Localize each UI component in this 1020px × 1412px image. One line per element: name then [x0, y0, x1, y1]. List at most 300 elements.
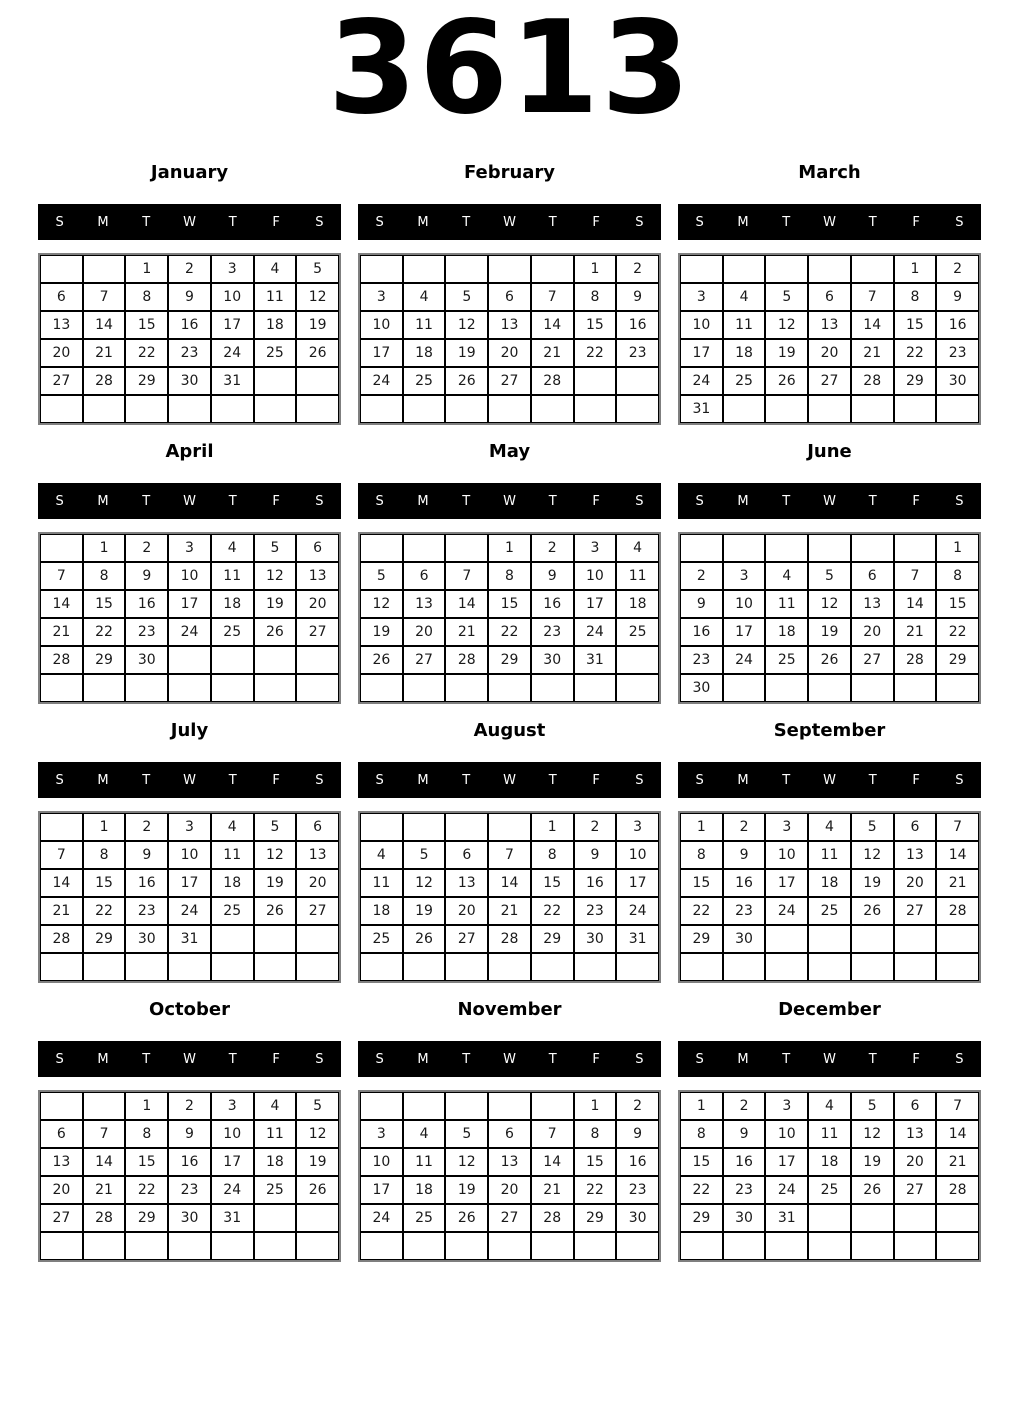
empty-cell	[616, 674, 659, 702]
day-cell: 21	[936, 1148, 979, 1176]
weekday-label: W	[183, 1051, 196, 1067]
day-cell: 13	[894, 841, 937, 869]
month-title: September	[773, 720, 886, 741]
day-cell: 17	[765, 869, 808, 897]
month-april	[38, 440, 341, 704]
day-cell: 13	[40, 311, 83, 339]
day-cell: 2	[723, 1092, 766, 1120]
day-cell: 26	[360, 646, 403, 674]
empty-cell	[808, 1232, 851, 1260]
empty-cell	[403, 1092, 446, 1120]
day-cell: 7	[894, 562, 937, 590]
day-cell: 16	[723, 869, 766, 897]
day-cell: 2	[125, 534, 168, 562]
day-cell: 25	[808, 1176, 851, 1204]
day-cell: 16	[680, 618, 723, 646]
day-cell: 25	[211, 618, 254, 646]
empty-cell	[936, 674, 979, 702]
empty-cell	[403, 813, 446, 841]
empty-cell	[403, 1232, 446, 1260]
empty-cell	[445, 1232, 488, 1260]
empty-cell	[83, 1232, 126, 1260]
day-cell: 22	[83, 618, 126, 646]
weekday-label: S	[695, 493, 704, 509]
day-cell: 5	[254, 813, 297, 841]
weekday-header-bar	[678, 483, 981, 519]
day-grid	[38, 811, 341, 983]
empty-cell	[723, 534, 766, 562]
day-cell: 20	[894, 1148, 937, 1176]
day-cell: 17	[360, 339, 403, 367]
day-cell: 12	[360, 590, 403, 618]
empty-cell	[360, 674, 403, 702]
day-cell: 2	[125, 813, 168, 841]
day-cell: 7	[83, 283, 126, 311]
day-cell: 20	[488, 1176, 531, 1204]
day-cell: 22	[488, 618, 531, 646]
day-cell: 11	[254, 283, 297, 311]
empty-cell	[808, 534, 851, 562]
weekday-label: T	[782, 1051, 791, 1067]
day-cell: 21	[531, 339, 574, 367]
empty-cell	[168, 395, 211, 423]
day-cell: 19	[296, 311, 339, 339]
day-cell: 21	[40, 618, 83, 646]
weekday-label: M	[417, 493, 429, 509]
day-cell: 10	[680, 311, 723, 339]
day-cell: 19	[403, 897, 446, 925]
day-cell: 18	[403, 339, 446, 367]
weekday-label: T	[228, 1051, 237, 1067]
day-cell: 5	[296, 1092, 339, 1120]
empty-cell	[296, 1232, 339, 1260]
day-cell: 9	[168, 283, 211, 311]
empty-cell	[445, 395, 488, 423]
day-cell: 4	[765, 562, 808, 590]
day-cell: 15	[574, 311, 617, 339]
day-cell: 18	[254, 311, 297, 339]
day-cell: 9	[616, 1120, 659, 1148]
day-cell: 20	[808, 339, 851, 367]
day-cell: 12	[445, 1148, 488, 1176]
empty-cell	[296, 646, 339, 674]
day-cell: 15	[574, 1148, 617, 1176]
weekday-header-bar	[38, 483, 341, 519]
day-cell: 28	[936, 897, 979, 925]
day-cell: 9	[168, 1120, 211, 1148]
empty-cell	[894, 534, 937, 562]
day-cell: 5	[445, 283, 488, 311]
day-cell: 8	[488, 562, 531, 590]
day-cell: 25	[808, 897, 851, 925]
day-cell: 13	[296, 562, 339, 590]
empty-cell	[574, 395, 617, 423]
day-cell: 5	[360, 562, 403, 590]
month-title: January	[150, 162, 229, 183]
day-cell: 8	[83, 562, 126, 590]
weekday-label: F	[912, 1051, 920, 1067]
empty-cell	[574, 674, 617, 702]
day-cell: 30	[574, 925, 617, 953]
day-cell: 31	[616, 925, 659, 953]
day-cell: 6	[296, 813, 339, 841]
weekday-header-bar	[358, 483, 661, 519]
day-cell: 23	[680, 646, 723, 674]
day-cell: 23	[168, 1176, 211, 1204]
empty-cell	[680, 953, 723, 981]
empty-cell	[531, 255, 574, 283]
empty-cell	[808, 925, 851, 953]
empty-cell	[894, 1204, 937, 1232]
empty-cell	[488, 953, 531, 981]
day-cell: 18	[723, 339, 766, 367]
day-cell: 18	[765, 618, 808, 646]
weekday-header-bar	[38, 762, 341, 798]
empty-cell	[851, 674, 894, 702]
day-cell: 27	[808, 367, 851, 395]
day-cell: 12	[254, 562, 297, 590]
day-cell: 9	[723, 1120, 766, 1148]
weekday-label: T	[142, 1051, 151, 1067]
weekday-header-bar	[358, 1041, 661, 1077]
day-cell: 26	[296, 339, 339, 367]
day-cell: 10	[360, 311, 403, 339]
day-cell: 3	[168, 534, 211, 562]
day-cell: 11	[360, 869, 403, 897]
day-cell: 18	[211, 590, 254, 618]
day-cell: 18	[403, 1176, 446, 1204]
day-cell: 20	[445, 897, 488, 925]
day-cell: 23	[723, 1176, 766, 1204]
empty-cell	[723, 953, 766, 981]
day-cell: 26	[851, 1176, 894, 1204]
day-cell: 1	[488, 534, 531, 562]
day-cell: 16	[616, 311, 659, 339]
day-cell: 14	[894, 590, 937, 618]
day-cell: 26	[403, 925, 446, 953]
empty-cell	[574, 1232, 617, 1260]
empty-cell	[211, 674, 254, 702]
day-cell: 28	[40, 646, 83, 674]
weekday-label: W	[503, 214, 516, 230]
day-cell: 4	[254, 1092, 297, 1120]
day-grid	[38, 1090, 341, 1262]
day-cell: 21	[83, 1176, 126, 1204]
day-cell: 26	[851, 897, 894, 925]
day-cell: 14	[531, 311, 574, 339]
month-title: February	[463, 162, 556, 183]
empty-cell	[211, 646, 254, 674]
day-cell: 29	[894, 367, 937, 395]
empty-cell	[125, 953, 168, 981]
weekday-label: M	[737, 214, 749, 230]
day-cell: 7	[531, 283, 574, 311]
day-cell: 19	[254, 590, 297, 618]
day-cell: 22	[894, 339, 937, 367]
day-cell: 27	[894, 1176, 937, 1204]
day-cell: 26	[254, 897, 297, 925]
day-cell: 5	[851, 1092, 894, 1120]
day-cell: 11	[616, 562, 659, 590]
empty-cell	[936, 1204, 979, 1232]
day-cell: 27	[40, 1204, 83, 1232]
empty-cell	[616, 367, 659, 395]
day-cell: 29	[488, 646, 531, 674]
empty-cell	[296, 367, 339, 395]
day-grid	[38, 532, 341, 704]
day-cell: 31	[680, 395, 723, 423]
empty-cell	[765, 1232, 808, 1260]
empty-cell	[531, 953, 574, 981]
day-grid	[678, 532, 981, 704]
day-cell: 8	[83, 841, 126, 869]
day-cell: 5	[765, 283, 808, 311]
day-cell: 29	[936, 646, 979, 674]
day-cell: 24	[360, 1204, 403, 1232]
empty-cell	[40, 674, 83, 702]
day-cell: 5	[296, 255, 339, 283]
day-cell: 9	[723, 841, 766, 869]
month-title: December	[778, 999, 881, 1020]
day-cell: 8	[125, 1120, 168, 1148]
weekday-label: S	[55, 214, 64, 230]
day-cell: 29	[574, 1204, 617, 1232]
day-cell: 8	[894, 283, 937, 311]
empty-cell	[488, 1092, 531, 1120]
weekday-label: T	[782, 214, 791, 230]
empty-cell	[680, 255, 723, 283]
day-cell: 19	[851, 869, 894, 897]
empty-cell	[360, 255, 403, 283]
day-cell: 30	[723, 1204, 766, 1232]
weekday-label: F	[592, 493, 600, 509]
day-cell: 5	[851, 813, 894, 841]
weekday-label: T	[782, 772, 791, 788]
day-cell: 11	[808, 841, 851, 869]
day-cell: 17	[211, 1148, 254, 1176]
empty-cell	[808, 395, 851, 423]
empty-cell	[254, 674, 297, 702]
day-cell: 12	[296, 283, 339, 311]
day-cell: 14	[488, 869, 531, 897]
day-cell: 21	[488, 897, 531, 925]
day-cell: 2	[168, 255, 211, 283]
day-cell: 2	[574, 813, 617, 841]
empty-cell	[851, 255, 894, 283]
weekday-header-bar	[358, 204, 661, 240]
day-cell: 4	[211, 813, 254, 841]
day-cell: 27	[40, 367, 83, 395]
day-cell: 7	[40, 562, 83, 590]
year-title: 3613	[327, 0, 693, 143]
day-cell: 10	[211, 1120, 254, 1148]
empty-cell	[445, 953, 488, 981]
day-cell: 9	[936, 283, 979, 311]
weekday-label: W	[503, 772, 516, 788]
weekday-label: T	[548, 1051, 557, 1067]
empty-cell	[168, 953, 211, 981]
day-cell: 30	[680, 674, 723, 702]
empty-cell	[83, 953, 126, 981]
day-cell: 29	[83, 925, 126, 953]
day-cell: 3	[360, 1120, 403, 1148]
day-cell: 14	[83, 311, 126, 339]
empty-cell	[40, 953, 83, 981]
weekday-label: S	[695, 1051, 704, 1067]
day-cell: 12	[851, 841, 894, 869]
day-grid	[358, 811, 661, 983]
weekday-label: T	[462, 772, 471, 788]
empty-cell	[40, 813, 83, 841]
day-cell: 30	[936, 367, 979, 395]
empty-cell	[808, 953, 851, 981]
day-cell: 9	[125, 841, 168, 869]
weekday-label: S	[695, 214, 704, 230]
month-title: June	[807, 441, 852, 462]
day-cell: 12	[254, 841, 297, 869]
empty-cell	[680, 1232, 723, 1260]
day-cell: 1	[531, 813, 574, 841]
day-cell: 7	[40, 841, 83, 869]
month-may	[358, 440, 661, 704]
weekday-label: F	[272, 772, 280, 788]
day-cell: 10	[765, 1120, 808, 1148]
day-cell: 30	[168, 367, 211, 395]
day-cell: 24	[765, 1176, 808, 1204]
day-cell: 22	[531, 897, 574, 925]
empty-cell	[894, 925, 937, 953]
weekday-label: T	[782, 493, 791, 509]
day-cell: 20	[296, 590, 339, 618]
day-cell: 15	[936, 590, 979, 618]
empty-cell	[40, 534, 83, 562]
day-cell: 17	[360, 1176, 403, 1204]
day-cell: 26	[445, 367, 488, 395]
empty-cell	[168, 1232, 211, 1260]
day-cell: 6	[894, 813, 937, 841]
day-cell: 13	[488, 1148, 531, 1176]
day-cell: 26	[445, 1204, 488, 1232]
weekday-label: W	[823, 772, 836, 788]
day-cell: 2	[616, 255, 659, 283]
day-cell: 6	[40, 283, 83, 311]
day-cell: 28	[83, 367, 126, 395]
day-grid	[678, 253, 981, 425]
weekday-label: T	[548, 772, 557, 788]
empty-cell	[83, 255, 126, 283]
day-cell: 21	[894, 618, 937, 646]
month-title: November	[457, 999, 562, 1020]
day-cell: 30	[125, 646, 168, 674]
empty-cell	[125, 395, 168, 423]
empty-cell	[168, 674, 211, 702]
empty-cell	[40, 395, 83, 423]
empty-cell	[723, 255, 766, 283]
day-cell: 26	[765, 367, 808, 395]
empty-cell	[488, 813, 531, 841]
day-cell: 21	[936, 869, 979, 897]
day-cell: 19	[296, 1148, 339, 1176]
empty-cell	[445, 813, 488, 841]
empty-cell	[765, 674, 808, 702]
day-cell: 8	[574, 1120, 617, 1148]
day-cell: 29	[531, 925, 574, 953]
day-cell: 6	[851, 562, 894, 590]
day-grid	[38, 253, 341, 425]
day-cell: 13	[851, 590, 894, 618]
empty-cell	[531, 395, 574, 423]
day-cell: 13	[894, 1120, 937, 1148]
weekday-label: W	[823, 1051, 836, 1067]
day-cell: 2	[168, 1092, 211, 1120]
empty-cell	[723, 395, 766, 423]
day-cell: 20	[851, 618, 894, 646]
weekday-label: F	[272, 1051, 280, 1067]
weekday-label: S	[375, 493, 384, 509]
weekday-label: T	[142, 214, 151, 230]
empty-cell	[531, 1232, 574, 1260]
day-cell: 5	[808, 562, 851, 590]
day-cell: 6	[296, 534, 339, 562]
weekday-label: S	[55, 1051, 64, 1067]
weekday-label: W	[183, 493, 196, 509]
day-cell: 23	[531, 618, 574, 646]
day-cell: 27	[894, 897, 937, 925]
month-december	[678, 998, 981, 1262]
empty-cell	[531, 674, 574, 702]
day-cell: 4	[808, 813, 851, 841]
day-cell: 10	[765, 841, 808, 869]
empty-cell	[125, 1232, 168, 1260]
day-cell: 7	[936, 1092, 979, 1120]
day-cell: 16	[723, 1148, 766, 1176]
month-september	[678, 719, 981, 983]
day-cell: 24	[168, 618, 211, 646]
day-cell: 5	[254, 534, 297, 562]
day-cell: 10	[168, 841, 211, 869]
day-cell: 18	[360, 897, 403, 925]
empty-cell	[808, 255, 851, 283]
empty-cell	[894, 1232, 937, 1260]
day-cell: 20	[403, 618, 446, 646]
day-cell: 4	[403, 1120, 446, 1148]
weekday-label: M	[737, 1051, 749, 1067]
day-cell: 13	[40, 1148, 83, 1176]
day-cell: 11	[254, 1120, 297, 1148]
empty-cell	[254, 1204, 297, 1232]
empty-cell	[40, 1092, 83, 1120]
day-cell: 3	[680, 283, 723, 311]
empty-cell	[445, 674, 488, 702]
empty-cell	[488, 395, 531, 423]
empty-cell	[40, 1232, 83, 1260]
day-cell: 18	[808, 1148, 851, 1176]
day-cell: 14	[851, 311, 894, 339]
day-cell: 16	[531, 590, 574, 618]
day-cell: 22	[125, 339, 168, 367]
weekday-header-bar	[678, 1041, 981, 1077]
day-cell: 8	[574, 283, 617, 311]
weekday-label: M	[97, 214, 109, 230]
weekday-header-bar	[678, 204, 981, 240]
day-cell: 27	[403, 646, 446, 674]
empty-cell	[765, 953, 808, 981]
empty-cell	[765, 534, 808, 562]
day-cell: 11	[403, 311, 446, 339]
day-cell: 14	[83, 1148, 126, 1176]
day-cell: 6	[488, 1120, 531, 1148]
empty-cell	[254, 1232, 297, 1260]
